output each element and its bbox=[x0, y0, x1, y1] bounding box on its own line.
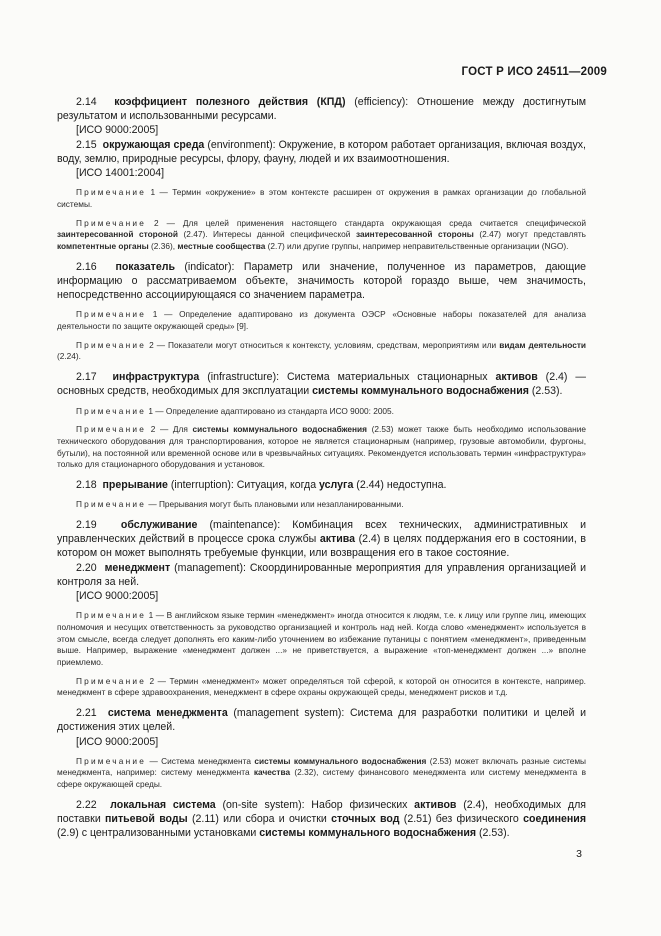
term-2-16: 2.16 показатель (indicator): Параметр или значение, полученное из параметров, дающие информацию о рассматриваемом объекте, значимость которой гораздо выше, чем значимость, непосредственно ассоциирующаяся со значением параметра. bbox=[57, 260, 587, 302]
term-2-18: 2.18 прерывание (interruption): Ситуация, когда услуга (2.44) недоступна. bbox=[76, 479, 447, 492]
note: Примечание 2 — Показатели могут относиться к контексту, условиям, средствам, мероприятиям или видам деятельности (2.24). bbox=[57, 339, 587, 362]
term-2-19: 2.19 обслуживание (maintenance): Комбинация всех технических, административных и управленческих действий в процессе срока службы актива (2.4) в целях поддержания его в состоянии, в котором он может выполнять требуемые функции, или возвращения его в такое состояние. bbox=[57, 518, 586, 560]
reference: [ИСО 14001:2004] bbox=[76, 167, 165, 180]
page-body bbox=[57, 95, 586, 840]
page-number: 3 bbox=[576, 848, 582, 860]
note: Примечание 1 — В английском языке термин «менеджмент» иногда относится к людям, т.е. к лицу или группе лиц, имеющих полномочия и несущих ответственность за руководство организацией и контроль над ней. Когда слово «менеджмент» используется в этом смысле, всегда следует дополнять его каким-либо уточнением во избежание путаницы с понятием «менеджмент», приведенным выше. Например, выражение «менеджмент должен ...» не приветствуется, а выражение «топ-менеджмент должен ...» вполне приемлемо. bbox=[57, 610, 587, 668]
term-2-21: 2.21 система менеджмента (management system): Система для разработки политики и целей и достижения этих целей. bbox=[57, 707, 586, 734]
term-2-22: 2.22 локальная система (on-site system): Набор физических активов (2.4), необходимых для поставки питьевой воды (2.11) или сбора и очистки сточных вод (2.51) без физического соединения (2.9) с централизованными установками системы коммунального водоснабжения (2.53). bbox=[57, 798, 587, 840]
note: Примечание 2 — Для целей применения настоящего стандарта окружающая среда считается специфической заинтересованной стороной (2.47). Интересы данной специфической заинтересованной стороны (2.47) могут представлять компетентные органы (2.36), местные сообщества (2.7) или другие группы, например неправительственные организации (NGO). bbox=[57, 217, 586, 252]
term-2-15: 2.15 окружающая среда (environment): Окружение, в котором работает организация, включая воздух, воду, землю, природные ресурсы, флору, фауну, людей и их взаимоотношения. bbox=[57, 138, 586, 165]
note: Примечание 1 — Определение адаптировано из стандарта ИСО 9000: 2005. bbox=[76, 405, 394, 416]
reference: [ИСО 9000:2005] bbox=[76, 735, 159, 748]
document-code: ГОСТ Р ИСО 24511—2009 bbox=[461, 66, 607, 78]
reference: [ИСО 9000:2005] bbox=[76, 590, 159, 602]
term-2-17: 2.17 инфраструктура (infrastructure): Система материальных стационарных активов (2.4) — основных средств, необходимых для эксплуатации системы коммунального водоснабжения (2.53). bbox=[57, 371, 587, 398]
note: Примечание 2 — Термин «менеджмент» может определяться той сферой, к которой он относится в контексте, например. менеджмент в сфере здравоохранения, менеджмент в сфере охраны окружающей среды, менеджмент рисков и т.д. bbox=[57, 675, 586, 698]
term-2-20: 2.20 менеджмент (management): Скоординированные мероприятия для управления организацией и контроля за ней. bbox=[57, 561, 586, 588]
term-2-14: 2.14 коэффициент полезного действия (КПД) (efficiency): Отношение между достигнутым результатом и использованными ресурсами. bbox=[57, 96, 586, 123]
note: Примечание — Прерывания могут быть плановыми или незапланированными. bbox=[76, 499, 404, 510]
reference: [ИСО 9000:2005] bbox=[76, 124, 159, 137]
note: Примечание 2 — Для системы коммунального водоснабжения (2.53) может также быть необходимо использование технического оборудования для транспортирования, которое не является стационарным (например, грузовые автомобили, фургоны, бутыли), на постоянной или временной основе или в чрезвычайных ситуациях. Рекомендуется использовать термин «инфраструктура» только для стационарного оборудования и установок. bbox=[57, 424, 586, 470]
note: Примечание — Система менеджмента системы коммунального водоснабжения (2.53) может включать разные системы менеджмента, например: систему менеджмента качества (2.32), систему финансового менеджмента или систему менеджмента в сфере окружающей среды. bbox=[57, 755, 586, 790]
note: Примечание 1 — Термин «окружение» в этом контексте расширен от окружения в рамках организации до глобальной системы. bbox=[57, 187, 586, 209]
note: Примечание 1 — Определение адаптировано из документа ОЭСР «Основные наборы показателей для анализа деятельности по защите окружающей среды» [9]. bbox=[57, 309, 586, 332]
